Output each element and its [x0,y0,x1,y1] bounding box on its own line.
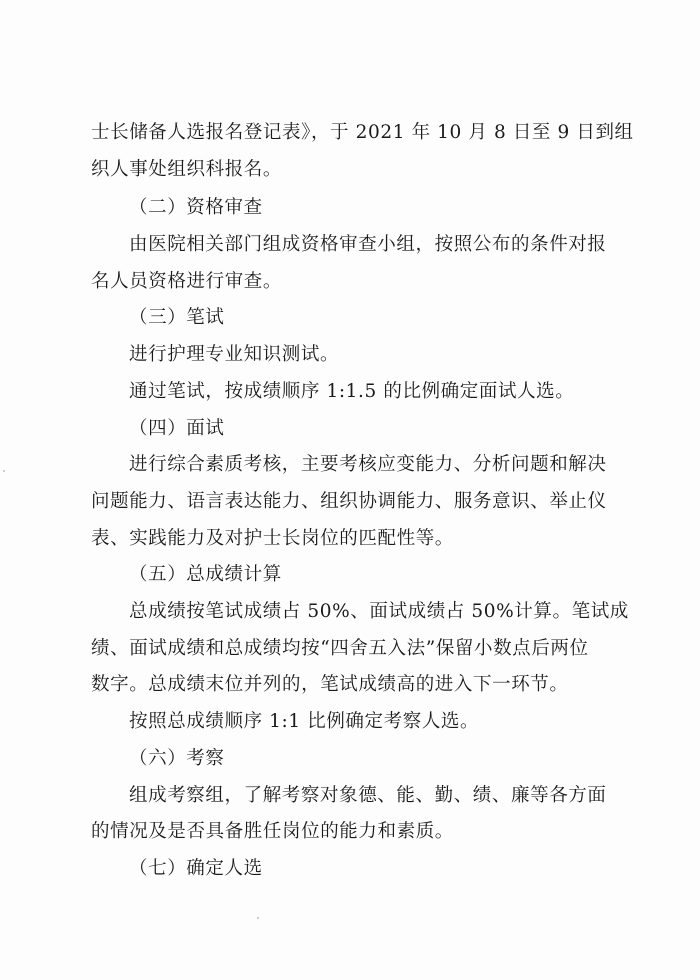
section-heading-2: （二）资格审查 [129,197,263,218]
scan-speck [3,470,5,472]
paragraph-first-line: 组成考察组，了解考察对象德、能、勤、绩、廉等各方面 [129,785,607,806]
body-text-line: 名人员资格进行审查。 [91,271,283,292]
body-text-line: 问题能力、语言表达能力、组织协调能力、服务意识、举止仪 [91,491,607,512]
body-text-line: 的情况及是否具备胜任岗位的能力和素质。 [91,821,454,842]
section-heading-6: （六）考察 [129,748,225,769]
body-text-line: 织人事处组织科报名。 [91,159,283,180]
body-text-line: 数字。总成绩末位并列的，笔试成绩高的进入下一环节。 [91,674,569,695]
section-heading-5: （五）总成绩计算 [129,564,282,585]
paragraph-first-line: 按照总成绩顺序 1:1 比例确定考察人选。 [129,711,480,732]
scan-speck [257,917,259,919]
section-heading-3: （三）笔试 [129,307,225,328]
paragraph-first-line: 由医院相关部门组成资格审查小组，按照公布的条件对报 [129,234,607,255]
body-text-line: 表、实践能力及对护士长岗位的匹配性等。 [91,528,454,549]
body-text-line: 绩、面试成绩和总成绩均按“四舍五入法”保留小数点后两位 [91,638,589,659]
section-heading-4: （四）面试 [129,418,225,439]
paragraph-first-line: 进行综合素质考核，主要考核应变能力、分析问题和解决 [129,454,607,475]
paragraph-first-line: 进行护理专业知识测试。 [129,344,340,365]
section-heading-7: （七）确定人选 [129,858,263,879]
paragraph-first-line: 总成绩按笔试成绩占 50%、面试成绩占 50%计算。笔试成 [129,601,629,622]
paragraph-first-line: 通过笔试，按成绩顺序 1:1.5 的比例确定面试人选。 [129,381,575,402]
body-text-line: 士长储备人选报名登记表》，于 2021 年 10 月 8 日至 9 日到组 [91,122,634,143]
